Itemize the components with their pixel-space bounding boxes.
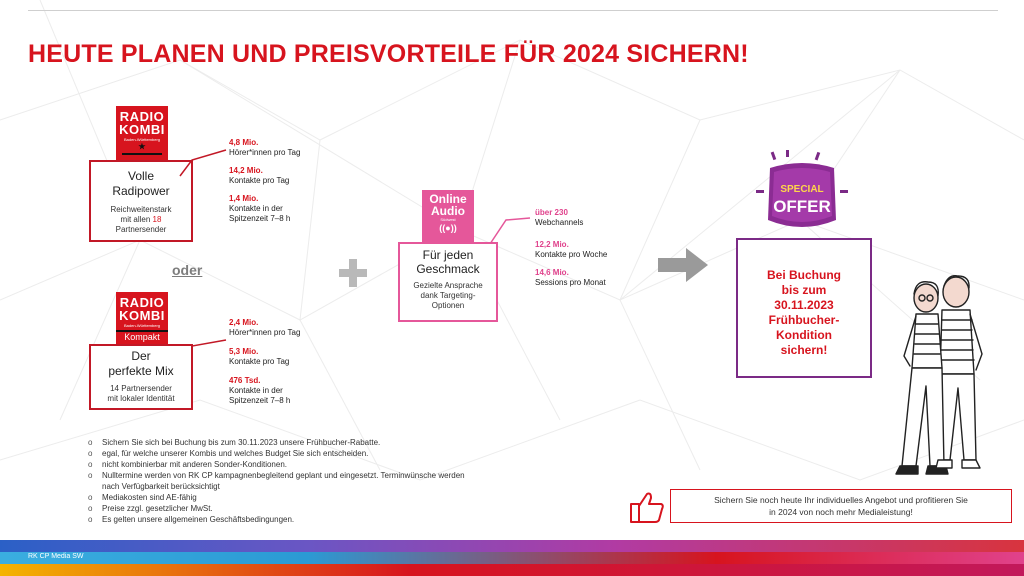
early-line-4: Frühbucher-: [768, 313, 840, 327]
offer-desc: [400, 281, 496, 311]
stat-value: 14,6 Mio.: [535, 268, 569, 277]
stat-item: [229, 318, 300, 338]
early-line-1: Bei Buchung: [767, 268, 841, 282]
partner-count: 18: [152, 215, 162, 224]
early-line-5: Kondition: [776, 328, 832, 342]
list-item: o Sichern Sie sich bei Buchung bis zum 30.11.2023 unsere Frühbucher-Rabatte.: [88, 437, 558, 448]
early-line-6: sichern!: [780, 343, 828, 357]
logo-tag: Kompakt: [116, 330, 168, 342]
list-item: o egal, für welche unserer Kombis und welches Budget Sie sich entscheiden.: [88, 448, 558, 459]
badge-line-2: OFFER: [773, 197, 831, 216]
stat-value: über 230: [535, 208, 568, 217]
offer-jeden-geschmack: [398, 242, 498, 322]
early-line-3: 30.11.2023: [774, 298, 834, 312]
stat-label: Sessions pro Monat: [535, 278, 606, 287]
list-item-text: Nulltermine werden von RK CP kampagnenbegleitend geplant und eingesetzt. Terminwünsche werden: [102, 471, 465, 480]
page-title: HEUTE PLANEN UND PREISVORTEILE FÜR 2024 SICHERN!: [28, 40, 749, 68]
stat-item: [229, 194, 290, 224]
list-item-continuation: nach Verfügbarkeit berücksichtigt: [102, 482, 220, 491]
early-line-2: bis zum: [781, 283, 827, 297]
offer-desc-line-3: Optionen: [431, 301, 465, 310]
stat-label-2: Spitzenzeit 7–8 h: [229, 214, 291, 223]
promo-line-2: in 2024 von noch mehr Medialeistung!: [769, 507, 913, 517]
offer-desc-line-1: Reichweitenstark: [110, 205, 172, 214]
offer-title-line-2: perfekte Mix: [108, 364, 174, 378]
couple-illustration: [858, 270, 1018, 485]
list-item: o Mediakosten sind AE-fähig: [88, 492, 558, 503]
stat-label: Webchannels: [535, 218, 584, 227]
stat-label: Kontakte pro Woche: [535, 250, 608, 259]
offer-title-line-1: Der: [131, 349, 151, 363]
stat-label-2: Spitzenzeit 7–8 h: [229, 396, 291, 405]
stat-label: Hörer*innen pro Tag: [229, 328, 301, 337]
stat-value: 4,8 Mio.: [229, 138, 259, 147]
badge-line-1: SPECIAL: [780, 184, 824, 195]
online-audio-logo: [422, 190, 474, 242]
logo-line-1: RADIO: [119, 295, 165, 310]
stat-item: [535, 268, 606, 288]
logo-line-1: Online: [429, 192, 467, 206]
offer-title-line-2: Radipower: [112, 184, 170, 198]
logo-sub: Südwest: [440, 217, 456, 222]
stat-value: 2,4 Mio.: [229, 318, 259, 327]
offer-desc-line-1: Gezielte Ansprache: [413, 281, 483, 290]
stat-item: [535, 240, 607, 260]
stat-item: [229, 166, 289, 186]
offer-perfekte-mix: [89, 344, 193, 410]
offer-desc-line-2-prefix: mit allen: [120, 215, 153, 224]
stat-item: [535, 208, 583, 228]
offer-desc: [91, 384, 191, 404]
stat-label: Hörer*innen pro Tag: [229, 148, 301, 157]
offer-title-line-2: Geschmack: [416, 262, 480, 276]
broadcast-icon: ((●)): [439, 223, 457, 233]
plus-icon: [338, 258, 368, 288]
footer-band-bottom: [0, 564, 1024, 576]
stat-value: 1,4 Mio.: [229, 194, 259, 203]
footer-band-middle: [0, 552, 1024, 564]
stat-value: 476 Tsd.: [229, 376, 261, 385]
footer-band-top: [0, 540, 1024, 552]
stat-label: Kontakte in der: [229, 386, 283, 395]
stat-item: [229, 347, 289, 367]
thumbs-up-icon: [629, 490, 665, 524]
stat-label: Kontakte pro Tag: [229, 176, 290, 185]
list-item: o Es gelten unsere allgemeinen Geschäftsbedingungen.: [88, 514, 558, 525]
promo-line-1: Sichern Sie noch heute Ihr individuelles Angebot und profitieren Sie: [714, 495, 968, 505]
arrow-right-icon: [658, 248, 708, 282]
early-booking-box: [736, 238, 872, 378]
list-item: o nicht kombinierbar mit anderen Sonder-Konditionen.: [88, 459, 558, 470]
stat-value: 14,2 Mio.: [229, 166, 263, 175]
offer-desc-line-1: 14 Partnersender: [110, 384, 172, 393]
offer-title-line-1: Für jeden: [422, 248, 474, 262]
footer-label: RK CP Media SW: [28, 553, 84, 560]
conditions-list: [88, 437, 558, 525]
special-offer-badge: [752, 150, 852, 246]
stat-value: 5,3 Mio.: [229, 347, 259, 356]
promo-box: [670, 489, 1012, 523]
logo-line-1: RADIO: [119, 109, 165, 124]
radio-kombi-kompakt-logo: [116, 292, 168, 344]
list-item: o Preise zzgl. gesetzlicher MwSt.: [88, 503, 558, 514]
stat-label: Kontakte pro Tag: [229, 357, 290, 366]
offer-desc-line-2: mit lokaler Identität: [107, 394, 175, 403]
offer-title-line-1: Volle: [127, 169, 155, 183]
stat-item: [229, 376, 290, 406]
list-item: [88, 470, 558, 492]
stat-item: [229, 138, 300, 158]
logo-sub: Baden-Württemberg: [123, 137, 160, 142]
offer-desc-line-2: dank Targeting-: [420, 291, 476, 300]
offer-desc-line-3: Partnersender: [115, 225, 167, 234]
logo-sub: Baden-Württemberg: [123, 323, 160, 328]
logo-line-2: Audio: [431, 204, 465, 218]
logo-line-2: KOMBI: [119, 308, 165, 323]
star-icon: ★: [138, 142, 146, 151]
separator-oder: oder: [172, 262, 203, 278]
stat-value: 12,2 Mio.: [535, 240, 569, 249]
logo-line-2: KOMBI: [119, 122, 165, 137]
stat-label: Kontakte in der: [229, 204, 283, 213]
